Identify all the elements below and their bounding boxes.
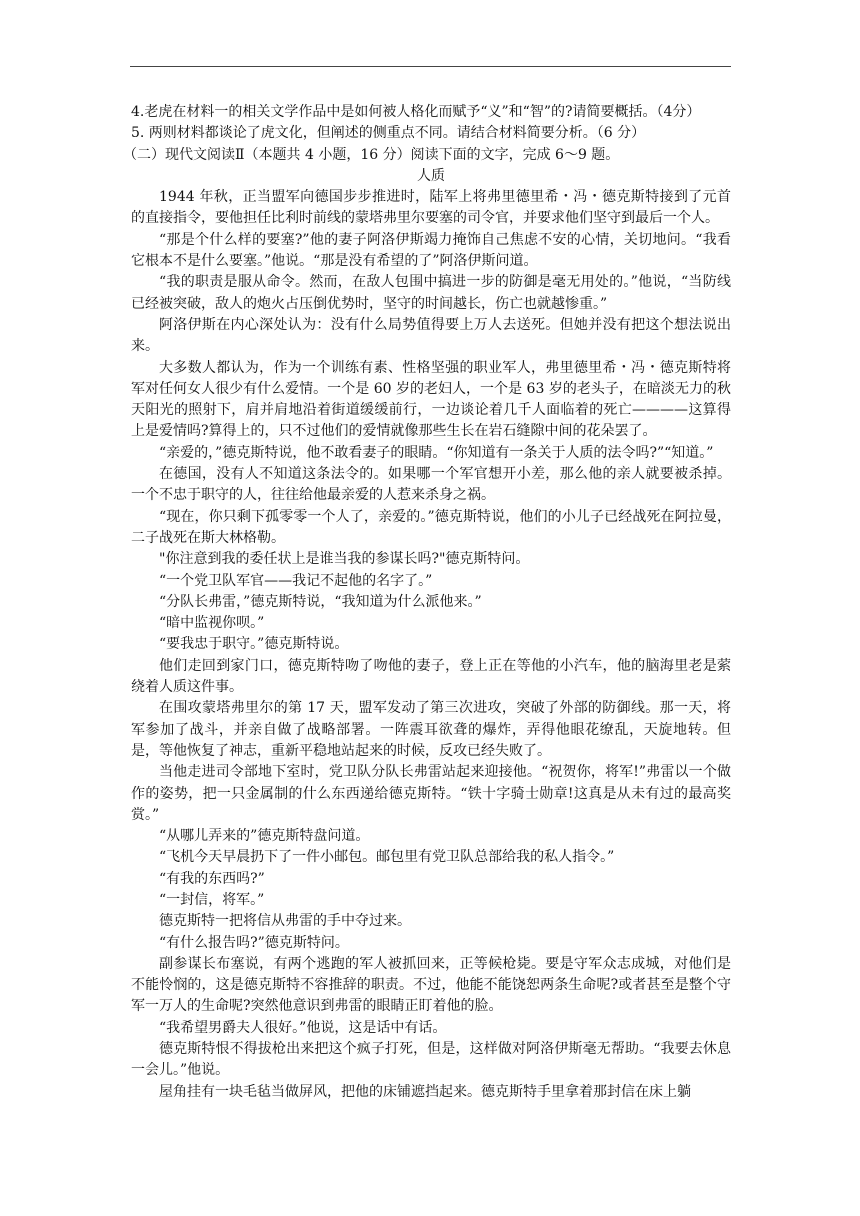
paragraph-25: 德克斯特恨不得拔枪出来把这个疯子打死，但是，这样做对阿洛伊斯毫无帮助。“我要去休息一会儿。”他说。	[131, 1041, 731, 1079]
paragraph-13: “要我忠于职守。”德克斯特说。	[159, 636, 349, 653]
paragraph-16: 当他走进司令部地下室时，党卫队分队长弗雷站起来迎接他。“祝贺你，将军!”弗雷以一个做作的姿势，把一只金属制的什么东西递给德克斯特。“铁十字骑士勋章!这真是从未有过的最高奖赏。”	[131, 764, 731, 823]
paragraph-2: “那是个什么样的要塞?”他的妻子阿洛伊斯竭力掩饰自己焦虑不安的心情，关切地问。“我看它根本不是什么要塞。”他说。“那是没有希望的了”阿洛伊斯问道。	[131, 231, 731, 270]
question-5: 5. 两则材料都谈论了虎文化，但阐述的侧重点不同。请结合材料简要分析。（6 分）	[131, 125, 646, 142]
paragraph-23: 副参谋长布塞说，有两个逃跑的军人被抓回来，正等候枪毙。要是守军众志成城，对他们是不能怜悯的，这是德克斯特不容推辞的职责。不过，他能不能饶恕两条生命呢?或者甚至是整个守军一万人的生命呢?突然他意识到弗雷的眼睛正盯着他的脸。	[131, 955, 731, 1015]
content-body	[123, 102, 731, 1103]
paragraph-14: 他们走回到家门口，德克斯特吻了吻他的妻子，登上正在等他的小汽车，他的脑海里老是萦绕着人质这件事。	[131, 657, 731, 696]
story-title: 人质	[417, 167, 445, 184]
section-heading: （二）现代文阅读Ⅱ（本题共 4 小题，16 分）阅读下面的文字，完成 6～9 题。	[123, 146, 620, 163]
paragraph-4: 阿洛伊斯在内心深处认为：没有什么局势值得要上万人去送死。但她并没有把这个想法说出来。	[131, 316, 731, 355]
paragraph-11: “分队长弗雷，”德克斯特说，“我知道为什么派他来。”	[159, 593, 482, 610]
paragraph-9: "你注意到我的委任状上是谁当我的参谋长吗?"德克斯特问。	[159, 551, 530, 568]
paragraph-3: “我的职责是服从命令。然而，在敌人包围中搞进一步的防御是毫无用处的。”他说，“当防线已经被突破，敌人的炮火占压倒优势时，坚守的时间越长，伤亡也就越惨重。”	[131, 274, 731, 312]
paragraph-7: 在德国，没有人不知道这条法令的。如果哪一个军官想开小差，那么他的亲人就要被杀掉。一个不忠于职守的人，往往给他最亲爱的人惹来杀身之祸。	[131, 466, 731, 504]
paragraph-15: 在围攻蒙塔弗里尔的第 17 天，盟军发动了第三次进攻，突破了外部的防御线。那一天，将军参加了战斗，并亲自做了战略部署。一阵震耳欲聋的爆炸，弄得他眼花缭乱，天旋地转。但是，等他恢复了神志，重新平稳地站起来的时候，反攻已经失败了。	[131, 700, 731, 759]
paragraph-5: 大多数人都认为，作为一个训练有素、性格坚强的职业军人，弗里德里希・冯・德克斯特将军对任何女人很少有什么爱情。一个是 60 岁的老妇人，一个是 63 岁的老头子，在暗淡无力的秋天阳光的照射下，肩并肩地沿着街道缓缓前行，一边谈论着几千人面临着的死亡————这算得上是爱情吗?算得上的，只不过他们的爱情就像那些生长在岩石缝隙中间的花朵罢了。	[131, 359, 731, 440]
paragraph-26: 屋角挂有一块毛毡当做屏风，把他的床铺遮挡起来。德克斯特手里拿着那封信在床上躺	[159, 1083, 691, 1100]
paragraph-8: “现在，你只剩下孤零零一个人了，亲爱的。”德克斯特说，他们的小儿子已经战死在阿拉曼，二子战死在斯大林格勒。	[131, 508, 731, 546]
paragraph-20: “一封信，将军。”	[159, 891, 265, 908]
paragraph-22: “有什么报告吗?”德克斯特问。	[159, 934, 349, 951]
paragraph-21: 德克斯特一把将信从弗雷的手中夺过来。	[159, 913, 411, 930]
paragraph-17: “从哪儿弄来的”德克斯特盘问道。	[159, 828, 370, 845]
paragraph-1: 1944 年秋，正当盟军向德国步步推进时，陆军上将弗里德里希・冯・德克斯特接到了元首的直接指令，要他担任比利时前线的蒙塔弗里尔要塞的司令官，并要求他们坚守到最后一个人。	[131, 189, 731, 227]
paragraph-19: “有我的东西吗?”	[159, 870, 265, 887]
paragraph-24: “我希望男爵夫人很好。”他说，这是话中有话。	[159, 1019, 447, 1036]
header-rule	[130, 66, 731, 67]
paragraph-12: “暗中监视你呗。”	[159, 615, 265, 632]
paragraph-6: “亲爱的，”德克斯特说，他不敢看妻子的眼睛。“你知道有一条关于人质的法令吗?”“知道。”	[159, 444, 714, 461]
paragraph-18: “飞机今天早晨扔下了一件小邮包。邮包里有党卫队总部给我的私人指令。”	[159, 849, 615, 866]
paragraph-10: “一个党卫队军官——我记不起他的名字了。”	[159, 572, 433, 589]
question-4: 4.老虎在材料一的相关文学作品中是如何被人格化而赋予“义”和“智”的?请简要概括。（4分）	[131, 104, 701, 120]
